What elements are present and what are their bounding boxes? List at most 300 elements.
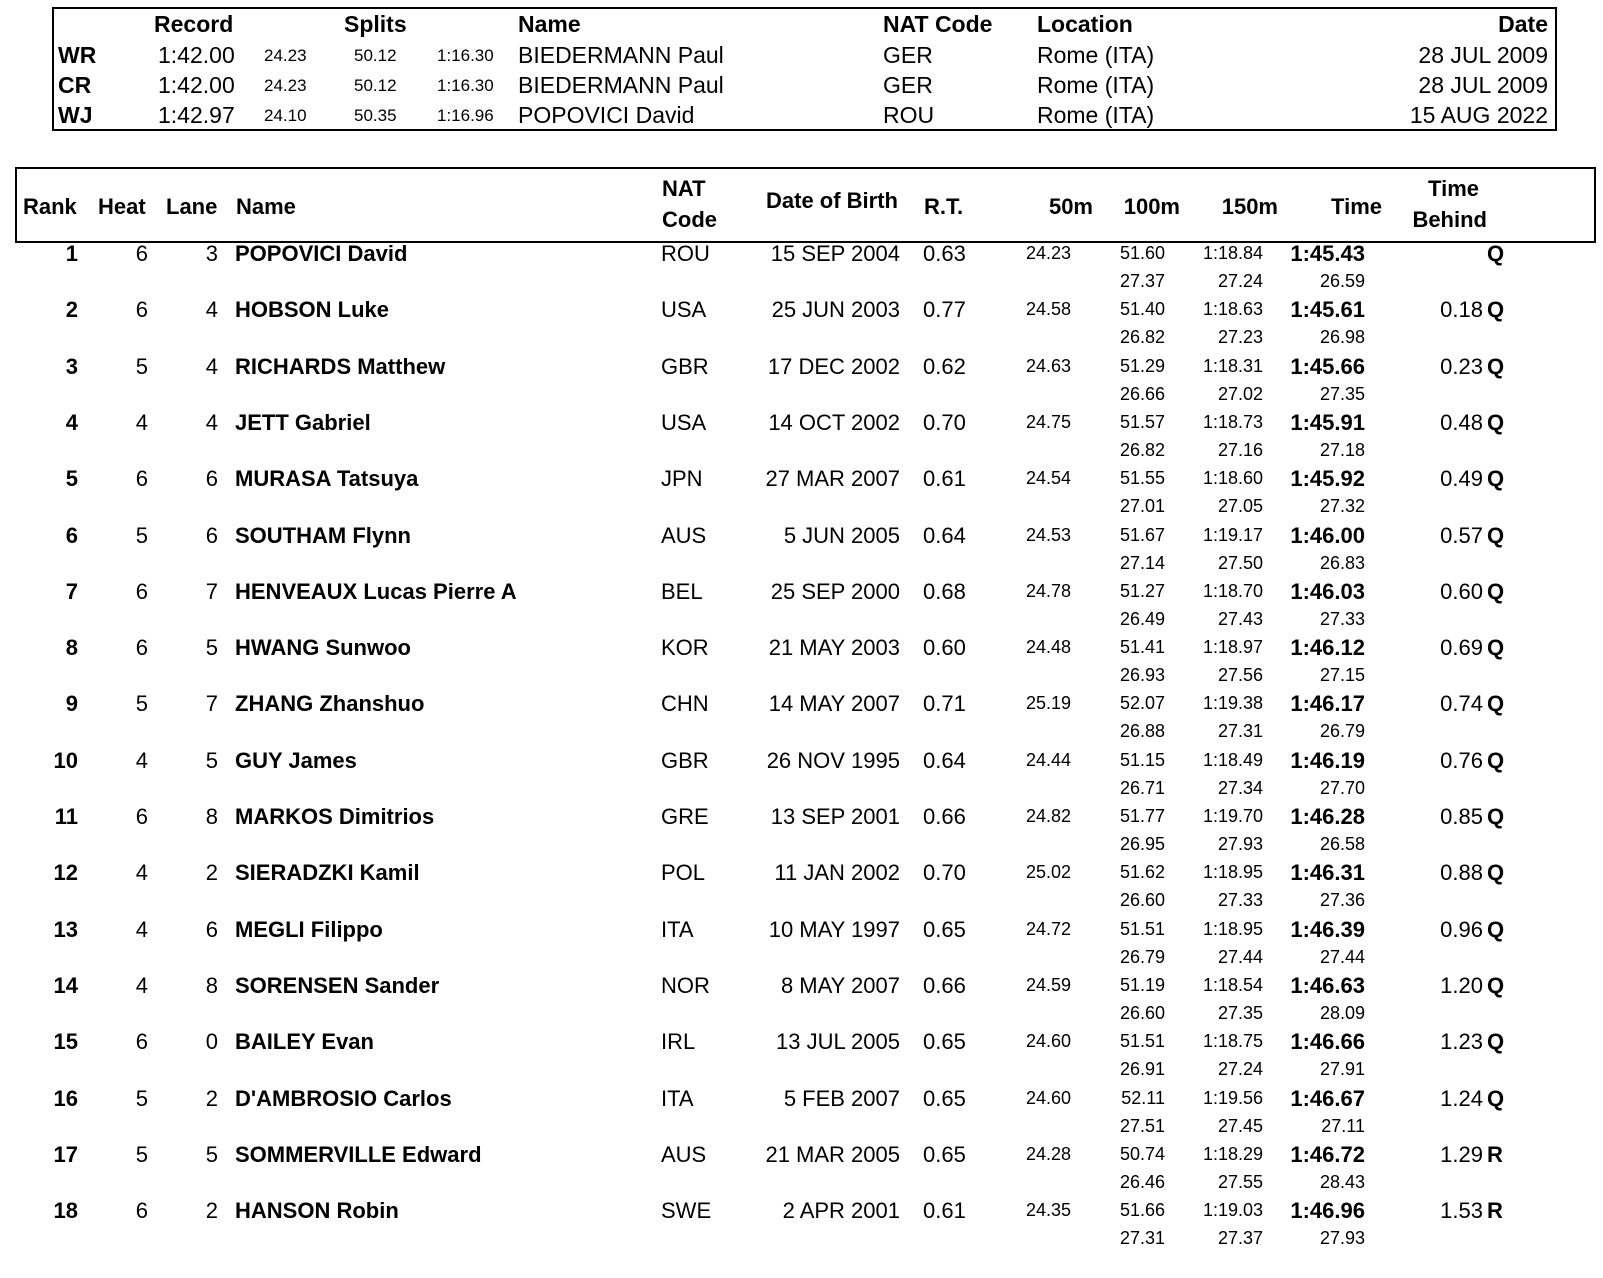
split-lap-150: 27.55 bbox=[1217, 1171, 1263, 1192]
split-50: 24.54 bbox=[1025, 468, 1071, 489]
heat-cell: 5 bbox=[135, 1141, 148, 1167]
split-50: 24.59 bbox=[1025, 974, 1071, 995]
heat-cell: 6 bbox=[135, 241, 148, 266]
qualifier-mark: Q bbox=[1487, 972, 1505, 998]
split-lap-200: 26.83 bbox=[1319, 552, 1365, 573]
lane-cell: 6 bbox=[205, 522, 218, 548]
split-50: 24.44 bbox=[1025, 749, 1071, 770]
split-50: 24.60 bbox=[1025, 1087, 1071, 1108]
qualifier-mark: Q bbox=[1487, 241, 1505, 266]
nat-code-cell: USA bbox=[661, 409, 707, 435]
date-of-birth: 25 JUN 2003 bbox=[771, 297, 900, 323]
heat-cell: 4 bbox=[135, 409, 148, 435]
rank-cell: 3 bbox=[65, 353, 78, 379]
time-behind: 0.85 bbox=[1440, 804, 1483, 829]
heat-cell: 4 bbox=[135, 916, 148, 942]
heat-cell: 6 bbox=[135, 1029, 148, 1055]
split-50: 25.19 bbox=[1025, 693, 1071, 714]
result-row bbox=[0, 1084, 1603, 1141]
nat-code-cell: AUS bbox=[661, 522, 707, 548]
split-50: 24.72 bbox=[1025, 918, 1071, 939]
split-150: 1:18.95 bbox=[1202, 862, 1263, 883]
split-lap-200: 28.09 bbox=[1319, 1002, 1365, 1023]
lane-cell: 7 bbox=[205, 578, 218, 604]
record-location: Rome (ITA) bbox=[1037, 102, 1155, 128]
split-150-header: 150m bbox=[1221, 194, 1278, 219]
split-50: 24.28 bbox=[1025, 1143, 1071, 1164]
nat-code-cell: BEL bbox=[661, 578, 703, 604]
date-of-birth: 15 SEP 2004 bbox=[770, 241, 900, 266]
split-150: 1:19.17 bbox=[1202, 524, 1263, 545]
heat-cell: 5 bbox=[135, 1085, 148, 1111]
nat-code-cell: GBR bbox=[661, 747, 709, 773]
rank-cell: 9 bbox=[65, 691, 78, 717]
split-lap-100: 26.93 bbox=[1119, 665, 1165, 686]
dob-header: Date of Birth bbox=[766, 188, 898, 213]
split-lap-150: 27.16 bbox=[1217, 439, 1263, 460]
split-lap-100: 27.31 bbox=[1119, 1228, 1165, 1249]
split-lap-150: 27.93 bbox=[1217, 834, 1263, 854]
final-time: 1:45.66 bbox=[1290, 353, 1365, 379]
split-150: 1:18.54 bbox=[1202, 974, 1263, 995]
split-150: 1:19.70 bbox=[1202, 806, 1263, 826]
split-50: 24.35 bbox=[1025, 1200, 1071, 1221]
reaction-time: 0.61 bbox=[923, 466, 966, 492]
qualifier-mark: Q bbox=[1487, 747, 1505, 773]
rank-cell: 5 bbox=[65, 466, 78, 492]
result-row bbox=[0, 802, 1603, 859]
result-row bbox=[0, 915, 1603, 972]
final-time: 1:46.28 bbox=[1290, 804, 1365, 829]
lane-cell: 6 bbox=[205, 466, 218, 492]
split-150: 1:18.70 bbox=[1202, 580, 1263, 601]
split-lap-100: 26.66 bbox=[1119, 383, 1165, 404]
final-time: 1:46.00 bbox=[1290, 522, 1365, 548]
split-100-header: 100m bbox=[1123, 194, 1180, 219]
split-100: 51.66 bbox=[1119, 1200, 1165, 1221]
split-100: 51.60 bbox=[1119, 243, 1165, 263]
nat-header-bottom: Code bbox=[662, 207, 717, 232]
heat-cell: 6 bbox=[135, 578, 148, 604]
result-row bbox=[0, 408, 1603, 465]
result-row bbox=[0, 746, 1603, 803]
split-lap-150: 27.05 bbox=[1217, 496, 1263, 517]
athlete-name: D'AMBROSIO Carlos bbox=[235, 1085, 452, 1111]
split-150: 1:18.75 bbox=[1202, 1031, 1263, 1052]
behind-header-bottom: Behind bbox=[1412, 207, 1487, 232]
rank-cell: 18 bbox=[53, 1198, 78, 1224]
qualifier-mark: Q bbox=[1487, 578, 1505, 604]
time-behind: 0.49 bbox=[1440, 466, 1483, 492]
reaction-time: 0.63 bbox=[923, 241, 966, 266]
date-of-birth: 5 JUN 2005 bbox=[783, 522, 900, 548]
time-behind: 0.57 bbox=[1440, 522, 1483, 548]
split-150: 1:18.60 bbox=[1202, 468, 1263, 489]
record-split-50: 24.23 bbox=[264, 46, 307, 65]
split-100: 51.15 bbox=[1119, 749, 1165, 770]
qualifier-mark: Q bbox=[1487, 804, 1505, 829]
final-time: 1:46.17 bbox=[1290, 691, 1365, 717]
rank-header: Rank bbox=[23, 194, 77, 219]
rank-cell: 11 bbox=[54, 804, 78, 829]
split-100: 51.77 bbox=[1119, 806, 1165, 826]
record-holder-name: BIEDERMANN Paul bbox=[518, 42, 724, 68]
qualifier-mark: Q bbox=[1487, 522, 1505, 548]
reaction-time: 0.62 bbox=[923, 353, 966, 379]
record-split-150: 1:16.30 bbox=[437, 76, 494, 95]
athlete-name: MEGLI Filippo bbox=[235, 916, 383, 942]
split-lap-200: 27.44 bbox=[1319, 946, 1365, 967]
reaction-time: 0.64 bbox=[923, 747, 966, 773]
split-100: 51.27 bbox=[1119, 580, 1165, 601]
split-lap-100: 26.82 bbox=[1119, 439, 1165, 460]
split-50: 24.23 bbox=[1025, 243, 1071, 263]
final-time: 1:46.72 bbox=[1290, 1141, 1365, 1167]
final-time: 1:46.03 bbox=[1290, 578, 1365, 604]
athlete-name: MARKOS Dimitrios bbox=[235, 804, 435, 829]
heat-cell: 4 bbox=[135, 972, 148, 998]
split-lap-150: 27.50 bbox=[1217, 552, 1263, 573]
record-date: 28 JUL 2009 bbox=[1418, 72, 1548, 98]
result-row bbox=[0, 577, 1603, 634]
nat-code-cell: NOR bbox=[661, 972, 710, 998]
result-row bbox=[0, 239, 1603, 296]
result-row bbox=[0, 521, 1603, 578]
split-lap-150: 27.35 bbox=[1217, 1002, 1263, 1023]
record-split-150: 1:16.30 bbox=[437, 46, 494, 65]
qualifier-mark: Q bbox=[1487, 409, 1505, 435]
nat-code-header: NAT Code bbox=[883, 11, 993, 37]
date-of-birth: 21 MAR 2005 bbox=[765, 1141, 900, 1167]
split-lap-100: 26.91 bbox=[1119, 1059, 1165, 1080]
nat-code-cell: SWE bbox=[661, 1198, 712, 1224]
date-of-birth: 8 MAY 2007 bbox=[780, 972, 900, 998]
nat-code-cell: ITA bbox=[661, 1085, 694, 1111]
split-lap-150: 27.33 bbox=[1217, 890, 1263, 911]
reaction-time: 0.77 bbox=[923, 297, 966, 323]
rank-cell: 17 bbox=[53, 1141, 78, 1167]
result-row bbox=[0, 858, 1603, 915]
heat-cell: 4 bbox=[135, 747, 148, 773]
record-holder-name: POPOVICI David bbox=[518, 102, 695, 128]
lane-cell: 8 bbox=[205, 804, 218, 829]
split-lap-100: 27.01 bbox=[1119, 496, 1165, 517]
split-50: 24.75 bbox=[1025, 411, 1071, 432]
rank-cell: 6 bbox=[65, 522, 78, 548]
time-behind: 1.20 bbox=[1440, 972, 1483, 998]
reaction-time: 0.61 bbox=[923, 1198, 966, 1224]
rank-cell: 7 bbox=[65, 578, 78, 604]
athlete-name: HWANG Sunwoo bbox=[235, 635, 411, 661]
split-100: 51.51 bbox=[1119, 1031, 1165, 1052]
lane-cell: 5 bbox=[205, 635, 218, 661]
split-lap-150: 27.24 bbox=[1217, 1059, 1263, 1080]
time-behind: 0.60 bbox=[1440, 578, 1483, 604]
qualifier-mark: R bbox=[1487, 1198, 1503, 1224]
nat-code-cell: GRE bbox=[661, 804, 709, 829]
split-100: 52.11 bbox=[1121, 1087, 1165, 1108]
split-lap-100: 26.82 bbox=[1119, 327, 1165, 348]
split-lap-150: 27.23 bbox=[1217, 327, 1263, 348]
date-of-birth: 13 SEP 2001 bbox=[770, 804, 900, 829]
lane-cell: 0 bbox=[205, 1029, 218, 1055]
time-behind: 0.23 bbox=[1440, 353, 1483, 379]
behind-header-top: Time bbox=[1428, 176, 1479, 201]
lane-cell: 8 bbox=[205, 972, 218, 998]
time-behind: 0.96 bbox=[1440, 916, 1483, 942]
record-code: CR bbox=[58, 72, 92, 98]
split-lap-200: 27.18 bbox=[1319, 439, 1365, 460]
record-time: 1:42.00 bbox=[158, 42, 235, 68]
split-lap-150: 27.56 bbox=[1217, 665, 1263, 686]
reaction-time: 0.68 bbox=[923, 578, 966, 604]
split-100: 51.40 bbox=[1119, 299, 1165, 320]
split-lap-200: 27.36 bbox=[1319, 890, 1365, 911]
athlete-name: HOBSON Luke bbox=[235, 297, 390, 323]
split-lap-150: 27.43 bbox=[1217, 608, 1263, 629]
split-100: 51.67 bbox=[1119, 524, 1165, 545]
reaction-time: 0.65 bbox=[923, 1029, 966, 1055]
split-100: 51.55 bbox=[1119, 468, 1165, 489]
nat-code-cell: ROU bbox=[661, 241, 710, 266]
reaction-time: 0.70 bbox=[923, 860, 966, 886]
reaction-time: 0.65 bbox=[923, 1085, 966, 1111]
heat-cell: 6 bbox=[135, 635, 148, 661]
time-behind: 0.88 bbox=[1440, 860, 1483, 886]
split-100: 50.74 bbox=[1119, 1143, 1165, 1164]
rank-cell: 2 bbox=[65, 297, 78, 323]
time-behind: 1.24 bbox=[1440, 1085, 1483, 1111]
result-row bbox=[0, 1140, 1603, 1197]
date-of-birth: 10 MAY 1997 bbox=[768, 916, 900, 942]
record-date: 15 AUG 2022 bbox=[1409, 102, 1548, 128]
nat-code-cell: USA bbox=[661, 297, 707, 323]
split-lap-200: 27.32 bbox=[1319, 496, 1365, 517]
heat-header: Heat bbox=[98, 194, 146, 219]
record-code: WJ bbox=[58, 102, 93, 128]
split-lap-200: 27.70 bbox=[1319, 777, 1365, 798]
qualifier-mark: Q bbox=[1487, 466, 1505, 492]
split-lap-100: 26.71 bbox=[1119, 777, 1165, 798]
athlete-name: ZHANG Zhanshuo bbox=[235, 691, 425, 717]
lane-cell: 5 bbox=[205, 747, 218, 773]
time-behind: 0.76 bbox=[1440, 747, 1483, 773]
heat-cell: 5 bbox=[135, 353, 148, 379]
split-150: 1:18.29 bbox=[1202, 1143, 1263, 1164]
split-lap-150: 27.31 bbox=[1217, 721, 1263, 742]
lane-cell: 2 bbox=[205, 1085, 218, 1111]
split-100: 51.29 bbox=[1119, 355, 1165, 376]
split-lap-100: 26.60 bbox=[1119, 1002, 1165, 1023]
qualifier-mark: Q bbox=[1487, 691, 1505, 717]
qualifier-mark: R bbox=[1487, 1141, 1503, 1167]
nat-code-cell: KOR bbox=[661, 635, 709, 661]
result-row bbox=[0, 1027, 1603, 1084]
split-lap-150: 27.34 bbox=[1217, 777, 1263, 798]
final-time: 1:46.96 bbox=[1290, 1198, 1365, 1224]
heat-cell: 6 bbox=[135, 466, 148, 492]
athlete-name: JETT Gabriel bbox=[235, 409, 371, 435]
split-50: 25.02 bbox=[1025, 862, 1071, 883]
date-of-birth: 5 FEB 2007 bbox=[783, 1085, 900, 1111]
time-behind: 1.23 bbox=[1440, 1029, 1483, 1055]
nat-code-cell: POL bbox=[661, 860, 706, 886]
result-row bbox=[0, 633, 1603, 690]
reaction-time: 0.64 bbox=[923, 522, 966, 548]
time-behind: 1.53 bbox=[1440, 1198, 1483, 1224]
split-50: 24.53 bbox=[1025, 524, 1071, 545]
split-lap-200: 27.93 bbox=[1319, 1228, 1365, 1249]
split-100: 51.19 bbox=[1119, 974, 1165, 995]
split-150: 1:18.49 bbox=[1202, 749, 1263, 770]
rank-cell: 8 bbox=[65, 635, 78, 661]
split-lap-150: 27.24 bbox=[1217, 271, 1263, 291]
athlete-name: HANSON Robin bbox=[235, 1198, 399, 1224]
nat-code-cell: AUS bbox=[661, 1141, 707, 1167]
athlete-name: SIERADZKI Kamil bbox=[235, 860, 420, 886]
athlete-name: RICHARDS Matthew bbox=[235, 353, 446, 379]
athlete-name: HENVEAUX Lucas Pierre A bbox=[235, 578, 517, 604]
rank-cell: 10 bbox=[53, 747, 78, 773]
rank-cell: 12 bbox=[53, 860, 78, 886]
split-lap-100: 27.14 bbox=[1119, 552, 1165, 573]
split-lap-200: 26.59 bbox=[1319, 271, 1365, 291]
result-row bbox=[0, 689, 1603, 746]
result-row bbox=[0, 464, 1603, 521]
lane-cell: 2 bbox=[205, 860, 218, 886]
final-time: 1:45.91 bbox=[1290, 409, 1365, 435]
rank-cell: 14 bbox=[53, 972, 78, 998]
record-split-100: 50.35 bbox=[354, 106, 397, 125]
record-date: 28 JUL 2009 bbox=[1418, 42, 1548, 68]
split-100: 52.07 bbox=[1119, 693, 1165, 714]
date-header: Date bbox=[1498, 11, 1548, 37]
qualifier-mark: Q bbox=[1487, 297, 1505, 323]
final-time: 1:46.39 bbox=[1290, 916, 1365, 942]
reaction-time: 0.66 bbox=[923, 804, 966, 829]
split-50-header: 50m bbox=[1048, 194, 1093, 219]
split-150: 1:18.97 bbox=[1202, 637, 1263, 658]
split-lap-100: 26.46 bbox=[1119, 1171, 1165, 1192]
record-header: Record bbox=[154, 11, 234, 37]
final-time: 1:46.12 bbox=[1290, 635, 1365, 661]
reaction-time: 0.60 bbox=[923, 635, 966, 661]
rt-header: R.T. bbox=[924, 194, 964, 219]
athlete-name: SOUTHAM Flynn bbox=[235, 522, 411, 548]
split-lap-100: 27.37 bbox=[1119, 271, 1165, 291]
split-lap-200: 27.11 bbox=[1321, 1115, 1365, 1136]
record-nat-code: ROU bbox=[883, 102, 935, 128]
final-time: 1:46.19 bbox=[1290, 747, 1365, 773]
record-location: Rome (ITA) bbox=[1037, 42, 1155, 68]
final-time: 1:46.31 bbox=[1290, 860, 1365, 886]
date-of-birth: 13 JUL 2005 bbox=[776, 1029, 900, 1055]
athlete-name: BAILEY Evan bbox=[235, 1029, 374, 1055]
result-row bbox=[0, 352, 1603, 409]
split-50: 24.60 bbox=[1025, 1031, 1071, 1052]
split-150: 1:18.73 bbox=[1202, 411, 1263, 432]
lane-cell: 7 bbox=[205, 691, 218, 717]
heat-cell: 5 bbox=[135, 522, 148, 548]
split-lap-200: 26.98 bbox=[1319, 327, 1365, 348]
split-100: 51.62 bbox=[1119, 862, 1165, 883]
reaction-time: 0.70 bbox=[923, 409, 966, 435]
lane-cell: 3 bbox=[205, 241, 218, 266]
split-lap-100: 26.88 bbox=[1119, 721, 1165, 742]
location-header: Location bbox=[1037, 11, 1133, 37]
split-100: 51.51 bbox=[1119, 918, 1165, 939]
time-behind: 0.48 bbox=[1440, 409, 1483, 435]
split-150: 1:18.63 bbox=[1202, 299, 1263, 320]
split-150: 1:18.31 bbox=[1202, 355, 1263, 376]
nat-header-top: NAT bbox=[662, 176, 706, 201]
qualifier-mark: Q bbox=[1487, 1085, 1505, 1111]
date-of-birth: 2 APR 2001 bbox=[782, 1198, 900, 1224]
qualifier-mark: Q bbox=[1487, 916, 1505, 942]
split-150: 1:18.84 bbox=[1202, 243, 1263, 263]
record-split-150: 1:16.96 bbox=[437, 106, 494, 125]
time-behind: 0.69 bbox=[1440, 635, 1483, 661]
split-lap-150: 27.45 bbox=[1217, 1115, 1263, 1136]
name-header: Name bbox=[518, 11, 581, 37]
record-code: WR bbox=[58, 42, 97, 68]
split-lap-200: 28.43 bbox=[1319, 1171, 1365, 1192]
reaction-time: 0.65 bbox=[923, 1141, 966, 1167]
time-behind: 0.74 bbox=[1440, 691, 1483, 717]
final-time: 1:45.43 bbox=[1290, 241, 1365, 266]
rank-cell: 13 bbox=[53, 916, 78, 942]
final-time: 1:46.67 bbox=[1290, 1085, 1365, 1111]
rank-cell: 4 bbox=[65, 409, 78, 435]
nat-code-cell: GBR bbox=[661, 353, 709, 379]
split-lap-100: 27.51 bbox=[1119, 1115, 1165, 1136]
split-lap-100: 26.60 bbox=[1119, 890, 1165, 911]
record-holder-name: BIEDERMANN Paul bbox=[518, 72, 724, 98]
split-50: 24.78 bbox=[1025, 580, 1071, 601]
split-lap-150: 27.37 bbox=[1217, 1228, 1263, 1249]
date-of-birth: 27 MAR 2007 bbox=[765, 466, 900, 492]
split-150: 1:18.95 bbox=[1202, 918, 1263, 939]
split-100: 51.57 bbox=[1119, 411, 1165, 432]
date-of-birth: 17 DEC 2002 bbox=[767, 353, 900, 379]
split-lap-150: 27.44 bbox=[1217, 946, 1263, 967]
date-of-birth: 14 OCT 2002 bbox=[768, 409, 900, 435]
final-time: 1:45.61 bbox=[1290, 297, 1365, 323]
split-50: 24.82 bbox=[1025, 806, 1071, 826]
split-50: 24.63 bbox=[1025, 355, 1071, 376]
split-lap-200: 27.35 bbox=[1319, 383, 1365, 404]
split-lap-150: 27.02 bbox=[1217, 383, 1263, 404]
split-lap-200: 27.15 bbox=[1319, 665, 1365, 686]
reaction-time: 0.66 bbox=[923, 972, 966, 998]
final-time: 1:45.92 bbox=[1290, 466, 1365, 492]
lane-cell: 2 bbox=[205, 1198, 218, 1224]
split-lap-200: 26.58 bbox=[1319, 834, 1365, 854]
qualifier-mark: Q bbox=[1487, 1029, 1505, 1055]
reaction-time: 0.71 bbox=[923, 691, 966, 717]
heat-cell: 4 bbox=[135, 860, 148, 886]
qualifier-mark: Q bbox=[1487, 353, 1505, 379]
split-150: 1:19.38 bbox=[1202, 693, 1263, 714]
date-of-birth: 14 MAY 2007 bbox=[768, 691, 900, 717]
time-behind: 0.18 bbox=[1440, 297, 1483, 323]
record-nat-code: GER bbox=[883, 72, 933, 98]
lane-header: Lane bbox=[166, 194, 218, 219]
nat-code-cell: CHN bbox=[661, 691, 709, 717]
date-of-birth: 21 MAY 2003 bbox=[768, 635, 900, 661]
split-150: 1:19.56 bbox=[1202, 1087, 1263, 1108]
time-header: Time bbox=[1331, 194, 1382, 219]
